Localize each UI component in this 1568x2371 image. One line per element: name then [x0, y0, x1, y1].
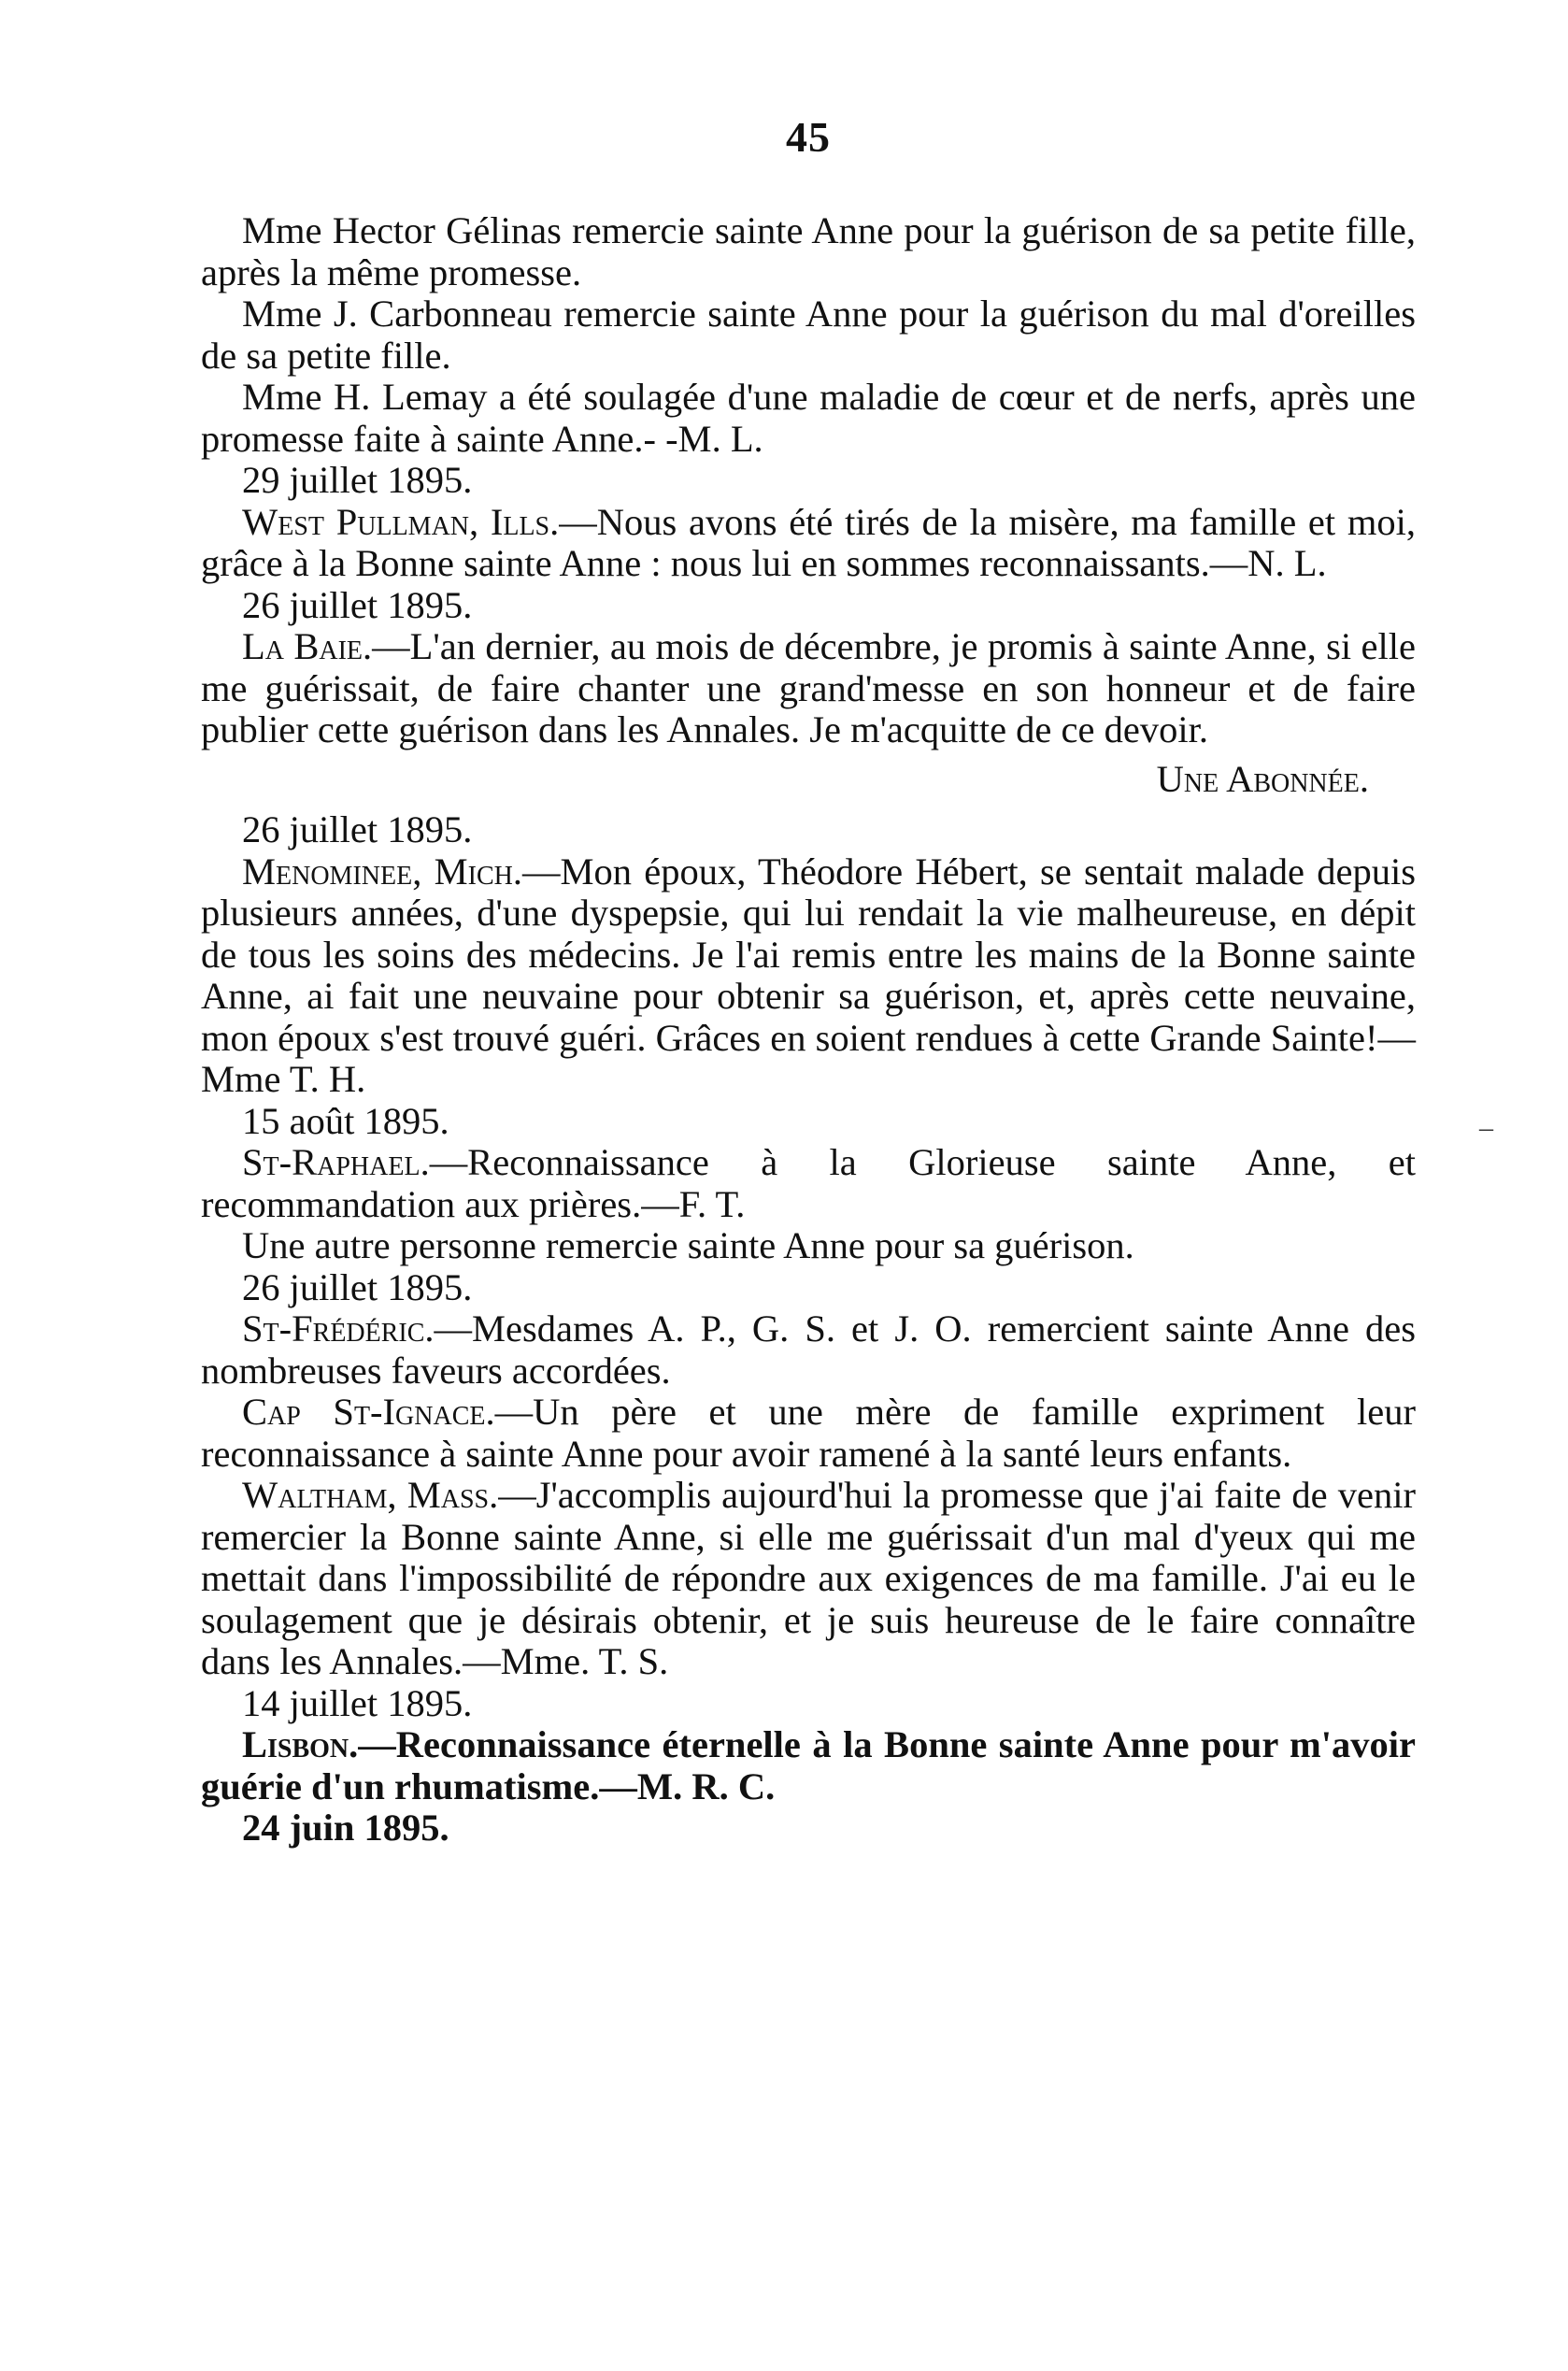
entry-text: —Mesdames A. P., G. S. et J. O. remercient sainte Anne des nombreuses faveurs accordées. — [201, 1307, 1416, 1392]
entry-text: Mme J. Carbonneau remercie sainte Anne pour la guérison du mal d'oreilles de sa petite fille. — [201, 293, 1416, 377]
entry-text: —J'accomplis aujourd'hui la promesse que j'ai faite de venir remercier la Bonne sainte Anne, si elle me guérissait d'un mal d'yeux qui me mettait dans l'impossibilité de répondre aux exigences de ma famille. J'ai eu le soulagement que je désirais obtenir, et je suis heureuse de le faire connaître dans les Annales.—Mme. T. S. — [201, 1474, 1416, 1682]
entries-list — [201, 210, 1416, 1850]
entry-text: —Un père et une mère de famille expriment leur reconnaissance à sainte Anne pour avoir ramené à la santé leurs enfants. — [201, 1391, 1416, 1475]
entry-place: Cap St-Ignace. — [242, 1391, 495, 1433]
entry-text: Une autre personne remercie sainte Anne pour sa guérison. — [242, 1224, 1134, 1266]
testimonial-entry — [201, 626, 1416, 751]
margin-dash-mark: – — [1479, 1112, 1493, 1143]
entry-place: St-Frédéric. — [242, 1307, 435, 1350]
entry-text: —Nous avons été tirés de la misère, ma famille et moi, grâce à la Bonne sainte Anne : nous lui en sommes reconnaissants.—N. L. — [201, 500, 1416, 584]
entry-date: 14 juillet 1895. — [242, 1681, 473, 1724]
entry-date: 26 juillet 1895. — [242, 1265, 473, 1308]
entry-place: Menominee, Mich. — [242, 850, 522, 893]
testimonial-entry — [201, 377, 1416, 460]
entry-text: —L'an dernier, au mois de décembre, je promis à sainte Anne, si elle me guérissait, de faire chanter une grand'messe en son honneur et de faire publier cette guérison dans les Annales. Je m'acquitte de ce devoir. — [201, 625, 1416, 750]
entry-place: West Pullman, Ills. — [242, 500, 560, 543]
entry-date: 26 juillet 1895. — [242, 583, 473, 626]
entry-date: 29 juillet 1895. — [242, 459, 473, 501]
entry-signature — [201, 759, 1416, 801]
testimonial-entry — [201, 1308, 1416, 1392]
entry-text: —Mon époux, Théodore Hébert, se sentait malade depuis plusieurs années, d'une dyspepsie, qui lui rendait la vie malheureuse, en dépit de tous les soins des médecins. Je l'ai remis entre les mains de la Bonne sainte Anne, ai fait une neuvaine pour obtenir sa guérison, et, après cette neuvaine, mon époux s'est trouvé guéri. Grâces en soient rendues à cette Grande Sainte!—Mme T. H. — [201, 850, 1417, 1100]
signature-text: Une Abonnée. — [1156, 757, 1369, 800]
entry-text: —Reconnaissance à la Glorieuse sainte Anne, et recommandation aux prières.—F. T. — [201, 1141, 1416, 1225]
page-number: 45 — [786, 113, 831, 161]
testimonial-entry — [201, 502, 1416, 585]
entry-place: La Baie. — [242, 625, 373, 667]
testimonial-entry — [201, 1225, 1416, 1267]
testimonial-entry — [201, 851, 1416, 1101]
page-body — [201, 112, 1416, 1850]
entry-date: 15 août 1895. — [242, 1099, 449, 1142]
entry-text: Mme H. Lemay a été soulagée d'une maladie de cœur et de nerfs, après une promesse faite à sainte Anne.- -M. L. — [201, 376, 1416, 460]
testimonial-entry — [201, 210, 1416, 293]
entry-place: St-Raphael. — [242, 1141, 430, 1183]
testimonial-entry — [201, 1475, 1416, 1683]
entry-place: Waltham, Mass. — [242, 1474, 499, 1516]
entry-text: Mme Hector Gélinas remercie sainte Anne pour la guérison de sa petite fille, après la même promesse. — [201, 209, 1416, 293]
testimonial-entry — [201, 1392, 1416, 1475]
entry-place: Lisbon. — [242, 1723, 359, 1765]
testimonial-entry — [201, 293, 1416, 377]
entry-date: 24 juin 1895. — [242, 1807, 449, 1849]
testimonial-entry — [201, 1142, 1416, 1225]
testimonial-entry — [201, 1724, 1416, 1807]
entry-text: —Reconnaissance éternelle à la Bonne sainte Anne pour m'avoir guérie d'un rhumatisme.—M. R. C. — [201, 1723, 1416, 1807]
entry-date: 26 juillet 1895. — [242, 808, 473, 850]
